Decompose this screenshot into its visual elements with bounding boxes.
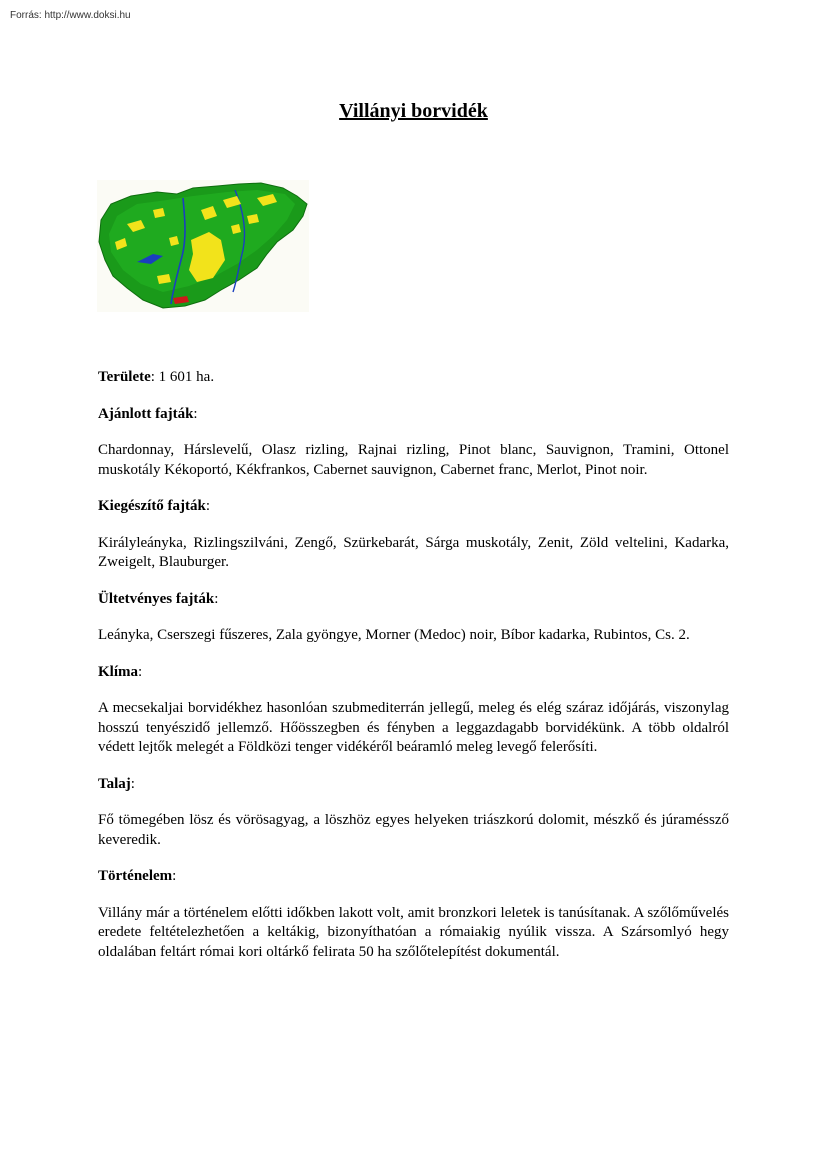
section-heading: Kiegészítő fajták: xyxy=(98,498,211,514)
terulete-line xyxy=(98,368,729,388)
section-heading: Ajánlott fajták: xyxy=(98,405,198,422)
section-text: Leányka, Cserszegi fűszeres, Zala gyöngye, Morner (Medoc) noir, Bíbor kadarka, Rubintos, Cs. 2. xyxy=(98,627,690,643)
hungary-wine-region-map xyxy=(97,180,309,312)
section-text: Villány már a történelem előtti időkben lakott volt, amit bronzkori leletek is tanúsítanak. A szőlőművelés eredete feltételezhetően a keltákig, bizonyíthatóan a rómaiakig nyúlik vissza. A Szársomlyó hegy oldalában feltárt római kori oltárkő felirata 50 ha szőlőtelepítést dokumentál. xyxy=(98,904,729,960)
section-text: Chardonnay, Hárslevelű, Olasz rizling, Rajnai rizling, Pinot blanc, Sauvignon, Tramini, Ottonel muskotály Kékoportó, Kékfrankos, Cabernet sauvignon, Cabernet franc, Merlot, Pinot noir. xyxy=(98,442,729,478)
section-heading: Talaj: xyxy=(98,775,135,792)
section-heading: Klíma: xyxy=(98,663,143,680)
page-title: Villányi borvidék xyxy=(339,100,488,122)
section-heading: Történelem: xyxy=(98,868,177,884)
section-text: A mecsekaljai borvidékhez hasonlóan szubmediterrán jellegű, meleg és elég száraz időjárás, viszonylag hosszú tenyészidő jellemző. Hőösszegben és fényben a leggazdagabb borvidékünk. A több oldalról védett lejtők melegét a Földközi tenger vidékéről beáramló meleg levegő felerősíti. xyxy=(98,700,729,755)
section-text: Fő tömegében lösz és vörösagyag, a löszhöz egyes helyeken triászkorú dolomit, mészkő és júraméssző keveredik. xyxy=(98,812,729,848)
section-heading: Ültetvényes fajták: xyxy=(98,590,219,607)
document-body xyxy=(98,368,729,962)
terulete-label: Területe xyxy=(98,369,151,385)
source-note: Forrás: http://www.doksi.hu xyxy=(10,10,131,21)
terulete-value: : 1 601 ha. xyxy=(150,369,215,385)
section-text: Királyleányka, Rizlingszilváni, Zengő, Szürkebarát, Sárga muskotály, Zenit, Zöld veltelini, Kadarka, Zweigelt, Blauburger. xyxy=(98,534,729,570)
